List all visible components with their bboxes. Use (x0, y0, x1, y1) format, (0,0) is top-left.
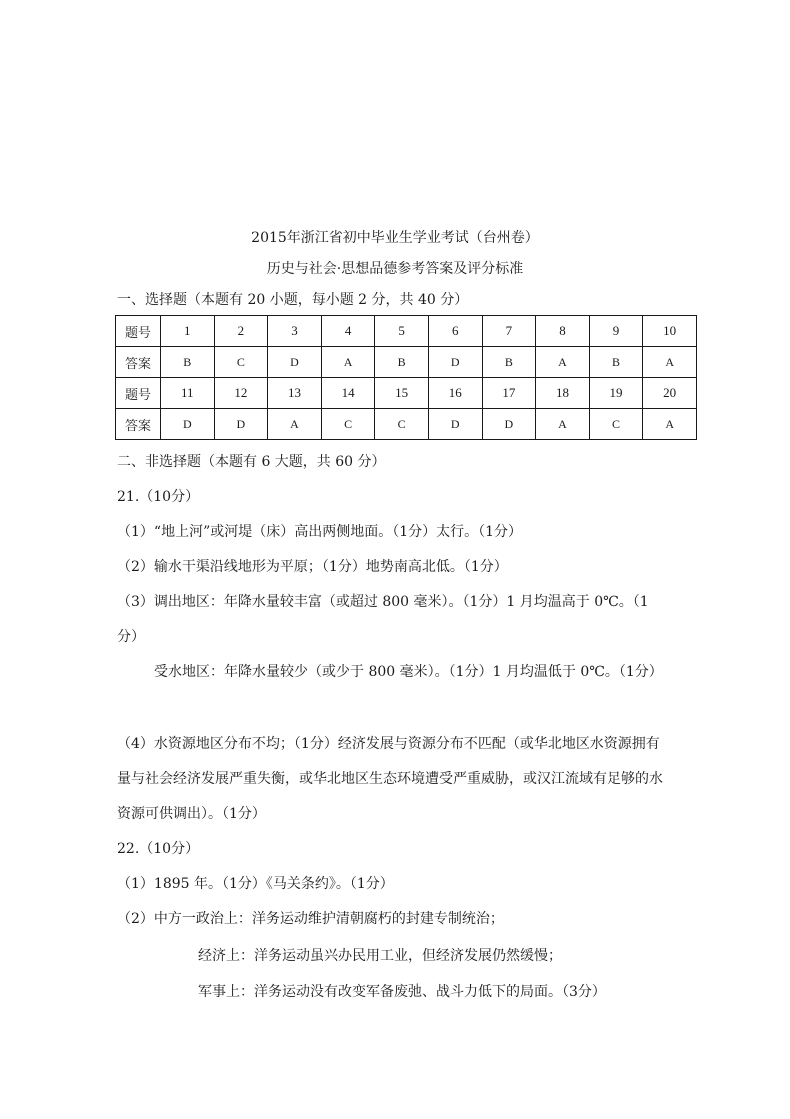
question-number: 2 (214, 316, 268, 347)
answer-cell: C (589, 409, 643, 440)
row-label-question: 题号 (116, 316, 161, 347)
answer-cell: A (643, 347, 697, 378)
answer-cell: C (214, 347, 268, 378)
q22-answer-2-line3: 军事上：洋务运动没有改变军备废弛、战斗力低下的局面。（3分） (198, 984, 606, 1000)
question-number: 7 (482, 316, 536, 347)
question-number: 13 (268, 378, 322, 409)
q21-answer-4-line1: （4）水资源地区分布不均；（1分）经济发展与资源分布不匹配（或华北地区水资源拥有 (117, 736, 660, 752)
q21-label: 21.（10分） (117, 489, 200, 505)
answer-table (115, 315, 697, 440)
q22-answer-2-line1: （2）中方一政治上：洋务运动维护清朝腐朽的封建专制统治； (117, 911, 504, 927)
answer-cell: D (428, 409, 482, 440)
answer-cell: A (321, 347, 375, 378)
answer-cell: C (375, 409, 429, 440)
question-number: 9 (589, 316, 643, 347)
table-row-questions-2 (116, 378, 697, 409)
table-row-answers-1 (116, 347, 697, 378)
q21-answer-1: （1）“地上河”或河堤（床）高出两侧地面。（1分）太行。（1分） (117, 524, 523, 540)
question-number: 18 (536, 378, 590, 409)
question-number: 19 (589, 378, 643, 409)
table-row-questions-1 (116, 316, 697, 347)
question-number: 17 (482, 378, 536, 409)
section1-heading: 一、选择题（本题有 20 小题，每小题 2 分，共 40 分） (117, 292, 469, 308)
question-number: 8 (536, 316, 590, 347)
section2-heading: 二、非选择题（本题有 6 大题，共 60 分） (117, 454, 386, 470)
row-label-answer: 答案 (116, 409, 161, 440)
q21-answer-2: （2）输水干渠沿线地形为平原；（1分）地势南高北低。（1分） (117, 559, 508, 575)
answer-cell: A (268, 409, 322, 440)
row-label-answer: 答案 (116, 347, 161, 378)
answer-cell: D (268, 347, 322, 378)
q21-answer-4-line2: 量与社会经济发展严重失衡，或华北地区生态环境遭受严重威胁，或汉江流域有足够的水 (117, 771, 663, 787)
q22-answer-2-line2: 经济上：洋务运动虽兴办民用工业，但经济发展仍然缓慢； (198, 948, 562, 964)
question-number: 10 (643, 316, 697, 347)
question-number: 3 (268, 316, 322, 347)
answer-cell: B (375, 347, 429, 378)
question-number: 14 (321, 378, 375, 409)
document-subtitle: 历史与社会·思想品德参考答案及评分标准 (266, 261, 524, 277)
answer-cell: D (214, 409, 268, 440)
q21-answer-4-line3: 资源可供调出）。（1分） (117, 806, 266, 822)
answer-cell: D (482, 409, 536, 440)
question-number: 15 (375, 378, 429, 409)
table-row-answers-2 (116, 409, 697, 440)
question-number: 16 (428, 378, 482, 409)
question-number: 11 (161, 378, 215, 409)
question-number: 6 (428, 316, 482, 347)
answer-cell: D (161, 409, 215, 440)
question-number: 12 (214, 378, 268, 409)
q21-answer-3-line1: （3）调出地区：年降水量较丰富（或超过 800 毫米）。（1分）1 月均温高于 0℃。（1 (117, 594, 649, 610)
question-number: 5 (375, 316, 429, 347)
answer-cell: A (536, 409, 590, 440)
q21-answer-3-line2: 分） (117, 629, 145, 645)
answer-cell: B (482, 347, 536, 378)
document-title: 2015年浙江省初中毕业生学业考试（台州卷） (251, 230, 539, 246)
answer-cell: D (428, 347, 482, 378)
q22-answer-1: （1）1895 年。（1分）《马关条约》。（1分） (117, 876, 394, 892)
q21-answer-3-line3: 受水地区：年降水量较少（或少于 800 毫米）。（1分）1 月均温低于 0℃。（1分） (154, 664, 663, 680)
answer-cell: C (321, 409, 375, 440)
q22-label: 22.（10分） (117, 841, 200, 857)
question-number: 20 (643, 378, 697, 409)
question-number: 1 (161, 316, 215, 347)
answer-cell: A (536, 347, 590, 378)
question-number: 4 (321, 316, 375, 347)
answer-cell: B (161, 347, 215, 378)
row-label-question: 题号 (116, 378, 161, 409)
answer-cell: A (643, 409, 697, 440)
answer-cell: B (589, 347, 643, 378)
